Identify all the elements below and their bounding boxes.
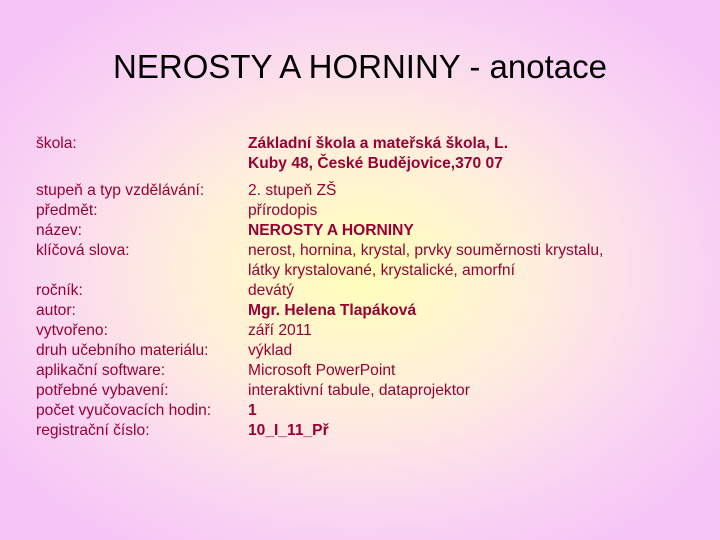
- value-predmet: přírodopis: [248, 202, 318, 219]
- label-nazev: název:: [36, 222, 82, 239]
- value-nazev: NEROSTY A HORNINY: [248, 222, 414, 239]
- label-skola: škola:: [36, 135, 77, 152]
- value-skola: Základní škola a mateřská škola, L. Kuby 48, České Budějovice,370 07: [248, 135, 509, 172]
- label-column: [36, 134, 241, 441]
- value-pocet-hodin: 1: [248, 402, 257, 419]
- label-autor: autor:: [36, 302, 76, 319]
- spacer: [248, 174, 688, 181]
- spacer: [36, 174, 241, 181]
- label-pocet-hodin: počet vyučovacích hodin:: [36, 402, 212, 419]
- value-column: [248, 134, 688, 441]
- slide-title: NEROSTY A HORNINY - anotace: [113, 48, 607, 85]
- label-registracni-cislo: registrační číslo:: [36, 422, 150, 439]
- label-rocnik: ročník:: [36, 282, 83, 299]
- value-druh-materialu: výklad: [248, 342, 293, 359]
- label-vybaveni: potřebné vybavení:: [36, 382, 169, 399]
- value-software: Microsoft PowerPoint: [248, 362, 396, 379]
- value-vybaveni: interaktivní tabule, dataprojektor: [248, 382, 470, 399]
- value-vytvoreno: září 2011: [248, 322, 312, 339]
- value-autor: Mgr. Helena Tlapáková: [248, 302, 417, 319]
- value-stupen: 2. stupeň ZŠ: [248, 182, 337, 199]
- label-predmet: předmět:: [36, 202, 98, 219]
- label-druh-materialu: druh učebního materiálu:: [36, 342, 209, 359]
- label-stupen: stupeň a typ vzdělávání:: [36, 182, 205, 199]
- label-software: aplikační software:: [36, 362, 166, 379]
- label-vytvoreno: vytvořeno:: [36, 322, 108, 339]
- value-klicova-slova: nerost, hornina, krystal, prvky souměrnosti krystalu, látky krystalované, krystalické, amorfní: [248, 242, 604, 279]
- value-registracni-cislo: 10_I_11_Př: [248, 422, 329, 439]
- value-rocnik: devátý: [248, 282, 294, 299]
- label-klicova-slova: klíčová slova:: [36, 242, 130, 259]
